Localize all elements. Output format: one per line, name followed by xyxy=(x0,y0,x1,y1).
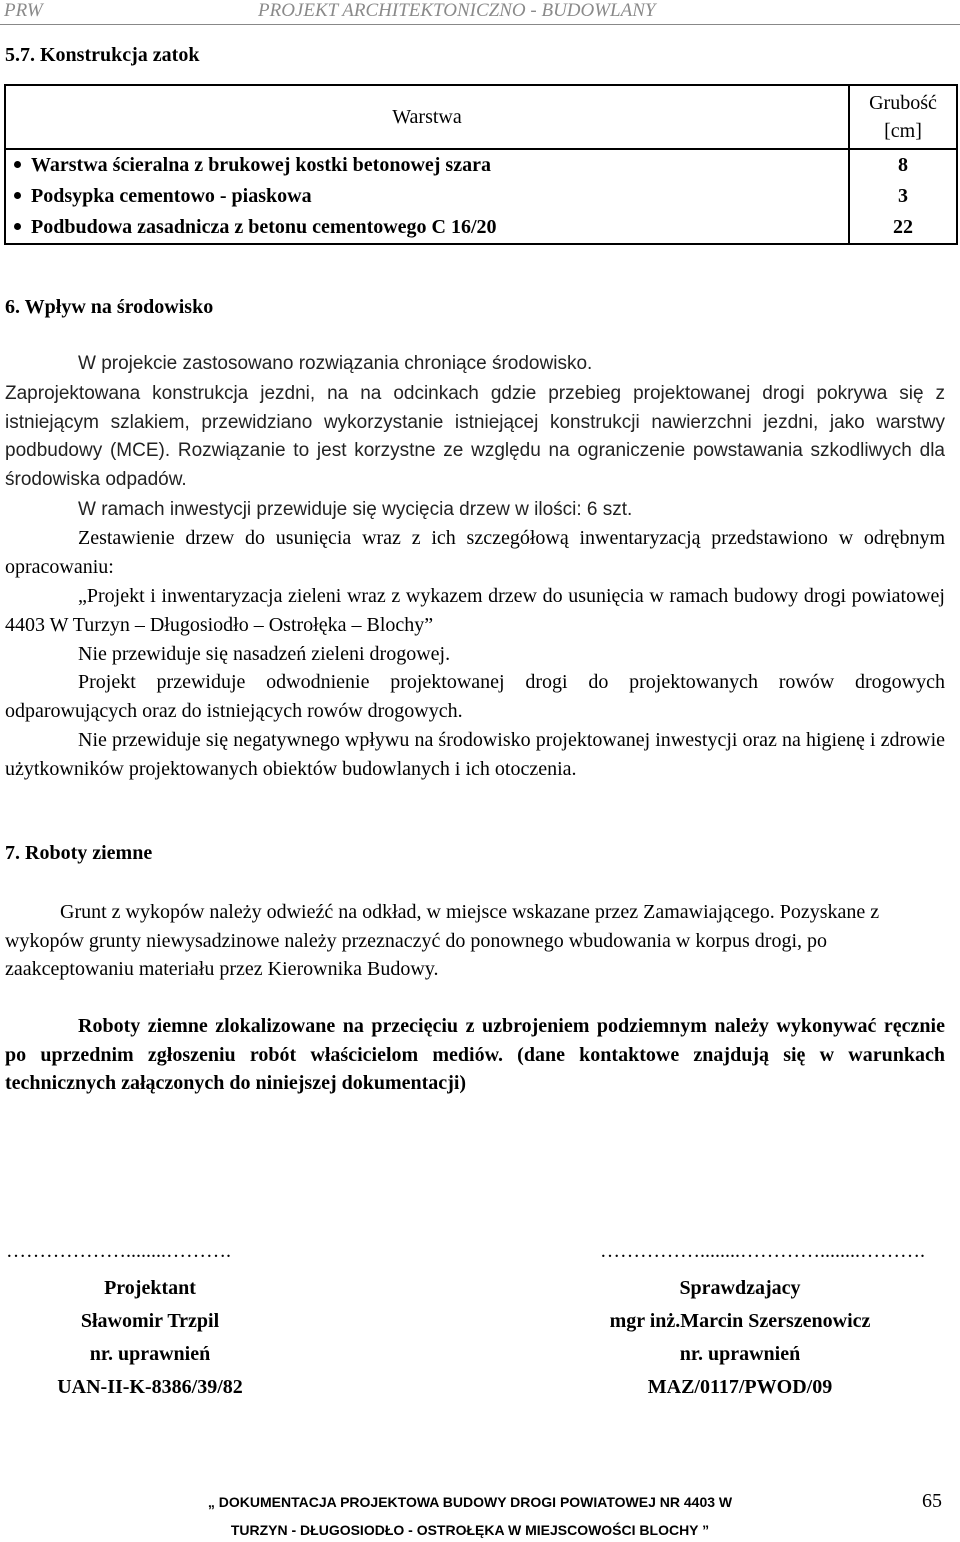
signature-block-left xyxy=(20,1272,280,1404)
section-7-title: 7. Roboty ziemne xyxy=(5,842,153,864)
license-number: MAZ/0117/PWOD/09 xyxy=(647,1376,833,1398)
table-header-thickness-unit: [cm] xyxy=(884,120,922,142)
env-paragraph-4: Zestawienie drzew do usunięcia wraz z ich szczegółową inwentaryzacją przedstawiono w odrębnym opracowaniu: xyxy=(5,527,945,578)
table-row xyxy=(5,181,957,212)
layer-name: Podbudowa zasadnicza z betonu cementowego C 16/20 xyxy=(31,216,497,238)
layer-thickness: 3 xyxy=(849,181,957,212)
section-5-7-title: 5.7. Konstrukcja zatok xyxy=(5,44,200,66)
signature-block-right xyxy=(580,1272,900,1404)
signer-role: Sprawdzajacy xyxy=(679,1277,801,1299)
layer-name: Podsypka cementowo - piaskowa xyxy=(31,185,312,207)
header-right: PROJEKT ARCHITEKTONICZNO - BUDOWLANY xyxy=(258,0,656,21)
signer-role: Projektant xyxy=(104,1277,196,1299)
signature-line-right: ……………........…………........………. xyxy=(600,1240,925,1262)
license-label: nr. uprawnień xyxy=(89,1343,211,1365)
env-paragraph-3: W ramach inwestycji przewiduje się wycięcia drzew w ilości: 6 szt. xyxy=(78,499,633,520)
env-paragraph-2b: Rozwiązanie to jest korzystne ze względu na ograniczenie powstawania szkodliwych dla środowiska odpadów. xyxy=(5,440,945,490)
signer-name: Sławomir Trzpil xyxy=(80,1310,220,1332)
table-row xyxy=(5,149,957,181)
env-paragraph-7: Projekt przewiduje odwodnienie projektowanej drogi do projektowanych rowów drogowych odparowujących oraz do istniejących rowów drogowych. xyxy=(5,671,945,722)
footer-line-1: „ DOKUMENTACJA PROJEKTOWA BUDOWY DROGI POWIATOWEJ NR 4403 W xyxy=(207,1494,733,1510)
env-paragraph-5: „Projekt i inwentaryzacja zieleni wraz z wykazem drzew do usunięcia w ramach budowy drogi powiatowej 4403 W Turzyn – Długosiodło – Ostrołęka – Blochy” xyxy=(5,585,945,636)
footer-line-2: TURZYN - DŁUGOSIODŁO - OSTROŁĘKA W MIEJSCOWOŚCI BLOCHY ” xyxy=(230,1522,710,1538)
layer-thickness: 22 xyxy=(849,212,957,244)
bullet-icon xyxy=(14,161,21,168)
license-number: UAN-II-K-8386/39/82 xyxy=(57,1376,243,1398)
signer-name: mgr inż.Marcin Szerszenowicz xyxy=(609,1310,871,1332)
page-number: 65 xyxy=(922,1490,942,1512)
bullet-icon xyxy=(14,192,21,199)
table-header-layer: Warstwa xyxy=(5,85,849,149)
license-label: nr. uprawnień xyxy=(679,1343,801,1365)
layer-thickness: 8 xyxy=(849,149,957,181)
layers-table xyxy=(4,84,958,245)
env-paragraph-8: Nie przewiduje się negatywnego wpływu na środowisko projektowanej inwestycji oraz na higienę i zdrowie użytkowników projektowanych obiektów budowlanych i ich otoczenia. xyxy=(5,729,945,780)
header-rule xyxy=(0,24,960,25)
earthworks-paragraph-1: Grunt z wykopów należy odwieźć na odkład, w miejsce wskazane przez Zamawiającego. Pozyskane z wykopów grunty niewysadzinowe należy przeznaczyć do ponownego wbudowania w korpus drogi, po zaakceptowaniu materiału przez Kierownika Budowy. xyxy=(5,901,880,981)
page-header xyxy=(0,0,960,24)
table-header-thickness xyxy=(849,85,957,149)
layer-name: Warstwa ścieralna z brukowej kostki betonowej szara xyxy=(31,154,491,176)
table-header-thickness-label: Grubość xyxy=(869,92,937,114)
env-paragraph-1: W projekcie zastosowano rozwiązania chroniące środowisko. xyxy=(78,353,593,374)
earthworks-paragraph-2: Roboty ziemne zlokalizowane na przecięciu z uzbrojeniem podziemnym należy wykonywać ręcznie po uprzednim zgłoszeniu robót właścicielom mediów. (dane kontaktowe znajdują się w warunkach technicznych załączonych do niniejszej dokumentacji) xyxy=(5,1015,945,1095)
env-paragraph-2a: Zaprojektowana konstrukcja jezdni, na na odcinkach gdzie przebieg projektowanej drogi pokrywa się z istniejącym szlakiem, przewidziano wykorzystanie istniejącej konstrukcji nawierzchni jezdni, jako warstwy podbudowy (MCE). xyxy=(5,383,945,461)
section-6-title: 6. Wpływ na środowisko xyxy=(5,296,214,318)
env-paragraph-6: Nie przewiduje się nasadzeń zieleni drogowej. xyxy=(78,643,451,665)
bullet-icon xyxy=(14,223,21,230)
signature-line-left: ………………........………. xyxy=(6,1240,231,1262)
table-row xyxy=(5,212,957,244)
header-left: PRW xyxy=(4,0,43,21)
env-paragraph-2 xyxy=(5,380,945,494)
